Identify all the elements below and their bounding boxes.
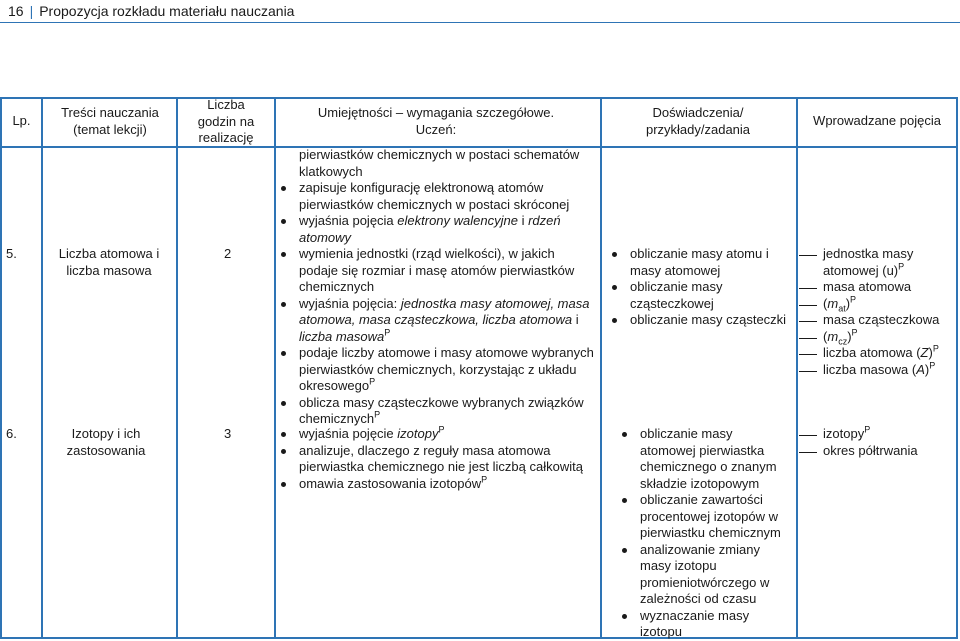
- list-item: podaje liczby atomowe i masy atomowe wybranych pierwiastków chemicznych, korzystając z układu okresowego$^P$: [277, 345, 597, 395]
- list-item: obliczanie masy cząsteczki: [608, 312, 788, 329]
- header-lp: Lp.: [12, 113, 31, 128]
- page-title: Propozycja rozkładu materiału nauczania: [39, 2, 295, 19]
- row6-skills: [277, 426, 597, 492]
- list-item: $(m_{at})^P$: [799, 296, 955, 313]
- list-item: masa cząsteczkowa: [799, 312, 955, 329]
- page-header: [8, 0, 294, 22]
- column-divider-2: [176, 97, 178, 639]
- list-item: omawia zastosowania izotopów$^P$: [277, 476, 597, 493]
- column-divider-4: [600, 97, 602, 639]
- column-divider-1: [41, 97, 43, 639]
- table-border-top: [0, 97, 958, 99]
- header-rule: [0, 22, 960, 23]
- table-border-right: [956, 97, 958, 639]
- row5-lp: 5.: [6, 246, 17, 261]
- row6-examples: [618, 426, 790, 641]
- header-umiejetnosci: Umiejętności – wymagania szczegółowe. Uczeń:: [317, 105, 555, 137]
- skills-continuation: [277, 147, 597, 246]
- continuation-list: [277, 180, 597, 246]
- list-item: liczba masowa $(A)^P$: [799, 362, 955, 379]
- list-item: zapisuje konfigurację elektronową atomów pierwiastków chemicznych w postaci skróconej: [277, 180, 597, 213]
- header-doswiadczenia: Doświadczenia/ przykłady/zadania: [645, 105, 751, 137]
- header-tresci: Treści nauczania (temat lekcji): [61, 105, 159, 137]
- row5-topic: Liczba atomowa i liczba masowa: [58, 246, 160, 278]
- header-separator: |: [29, 2, 34, 19]
- column-divider-3: [274, 97, 276, 639]
- list-item: obliczanie masy cząsteczkowej: [608, 279, 788, 312]
- row6-topic: Izotopy i ich zastosowania: [66, 426, 146, 458]
- list-item: obliczanie masy atomowej pierwiastka chemicznego o znanym składzie izotopowym: [618, 426, 790, 492]
- row5-skills: [277, 246, 597, 428]
- page-number: 16: [8, 2, 24, 19]
- header-pojecia: Wprowadzane pojęcia: [813, 113, 941, 128]
- list-item: okres półtrwania: [799, 443, 955, 460]
- list-item: izotopy$^P$: [799, 426, 955, 443]
- list-item: wyjaśnia pojęcie izotopy$^P$: [277, 426, 597, 443]
- list-item: analizowanie zmiany masy izotopu promieniotwórczego w zależności od czasu: [618, 542, 790, 608]
- row6-hours: 3: [224, 426, 232, 441]
- list-item: wyjaśnia pojęcia elektrony walencyjne i rdzeń atomowy: [277, 213, 597, 246]
- row5-examples: [608, 246, 788, 329]
- list-item: $(m_{cz})^P$: [799, 329, 955, 346]
- row5-hours: 2: [224, 246, 232, 261]
- list-item: obliczanie zawartości procentowej izotopów w pierwiastku chemicznym: [618, 492, 790, 542]
- list-item: wymienia jednostki (rząd wielkości), w jakich podaje się rozmiar i masę atomów pierwiastków chemicznych: [277, 246, 597, 296]
- table-border-left: [0, 97, 2, 639]
- list-item: analizuje, dlaczego z reguły masa atomowa pierwiastka chemicznego nie jest liczbą całkowitą: [277, 443, 597, 476]
- list-item: oblicza masy cząsteczkowe wybranych związków chemicznych$^P$: [277, 395, 597, 428]
- list-item: obliczanie masy atomu i masy atomowej: [608, 246, 788, 279]
- row6-concepts: [799, 426, 955, 459]
- continuation-first-line: pierwiastków chemicznych w postaci schematów klatkowych: [299, 147, 580, 179]
- header-godziny: Liczba godzin na realizację: [197, 97, 255, 145]
- list-item: wyjaśnia pojęcia: jednostka masy atomowej, masa atomowa, masa cząsteczkowa, liczba atomowa i liczba masowa$^P$: [277, 296, 597, 346]
- row5-concepts: [799, 246, 955, 378]
- list-item: jednostka masy atomowej $(u)^P$: [799, 246, 955, 279]
- list-item: wyznaczanie masy izotopu: [618, 608, 790, 641]
- list-item: liczba atomowa $(Z)^P$: [799, 345, 955, 362]
- list-item: masa atomowa: [799, 279, 955, 296]
- column-divider-5: [796, 97, 798, 639]
- row6-lp: 6.: [6, 426, 17, 441]
